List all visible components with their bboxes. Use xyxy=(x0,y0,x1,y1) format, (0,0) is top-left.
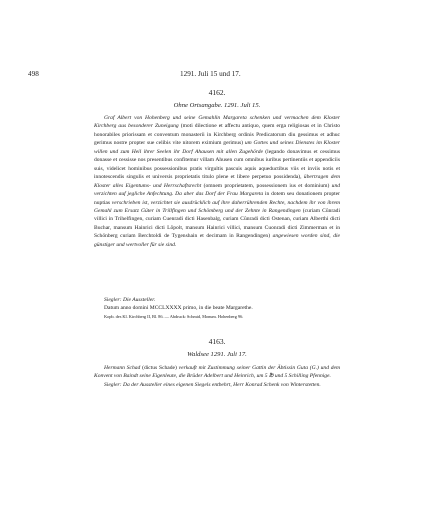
regest-text: Hermann Schad xyxy=(104,365,141,371)
regest-text: um Gottes und seines Dienstes im Kloster willen und zum Heil ihrer Seelen ihr Dorf Ahausen mit allen Zugehörde xyxy=(94,140,340,155)
running-header xyxy=(0,70,428,80)
latin-quote: in dotem seu donationem propter nuptias xyxy=(94,191,340,206)
regest-text: verkauft mit Zustimmung seiner Gattin der Äbtissin Guta (G.) und dem Konvent von Baindt seine Eigenleute, die Brüder Adelbert und Heinrich, um 5 ℔ und 5 Schilling Pfennige. xyxy=(94,365,340,380)
regest-text: verschrieben ist, verzichtet sie ausdrücklich auf ihre daherrührenden Rechte, nachdem ihr von ihrem Gemahl zum Ersatz Güter in Trillfingen und Schömberg und der Zehnte in Rangendingen xyxy=(94,199,340,214)
regest-paragraph xyxy=(94,364,340,381)
sealer-line: Siegler: Die Aussteller. xyxy=(104,297,156,303)
document-number: 4163. xyxy=(208,337,226,346)
document-footer-1 xyxy=(94,296,340,320)
dating-line: Datum anno domini MCCLXXXX primo, in die beate Margarethe. xyxy=(104,305,253,312)
source-note: Kopb. des Kl. Kirchberg II, Bl. 86. — Abdruck: Schmid, Monum. Hohenberg 96. xyxy=(104,313,244,319)
regest-text: Graf Albert von Hohenberg und seine Gemahlin Margareta schenken und vermachen dem Kloster Kirchberg aus besonderer Zuneigung xyxy=(94,115,340,130)
latin-quote: (curiam Cŭnradi villici in Trihelfingen, curiam Cuenradi dicti Hasenbalg, curiam Cŭnradi dicti Ostenan, curiam Alberthi dicti Buchar, mansum Hainrici dicti Lŏpolt, mansum Hainrici villici, mansum Cuonradi dicti Zimmerman et in Schönberg curiam Berchtoldi de Tygenshain et decimam in Rangendingen) xyxy=(94,207,340,240)
regest-paragraph xyxy=(94,114,340,249)
latin-quote: (legando donavimus et cessimus donasse et cessisse nos presentibus confitemur villam Ahusen cum omnibus iuribus pertinentiis et appendiciis suis, videlicet hominibus possessionibus pratis virgultis pascuis aquis aqueductibus viis et inviis notis et innotescendis singulis et universis proprietatis titulo plene et libere perpetuo possidenda), xyxy=(94,148,340,181)
latin-quote: (omnem proprietatem, possessionem ius et dominium) xyxy=(201,182,332,189)
document-place-date: Waldsee 1291. Juli 17. xyxy=(187,351,247,358)
regest-text: und verzichten auf jegliche Anfechtung. Da aber das Dorf der Frau Margareta xyxy=(94,182,340,198)
running-date: 1291. Juli 15 und 17. xyxy=(180,70,241,78)
sealer-line: Siegler: Da der Aussteller eines eigenen Siegels entbehrt, Herr Konrad Schenk von Winterstetten. xyxy=(104,381,321,388)
latin-quote: (moti dilectione et affectu antiquo, quem erga religiosas et in Christo honorabiles priorissam et conventum monasterii in Kirchberg ordinis Predicatorum diu gessimus et adhuc gerimus nostre propter sue celibis vite nitorem eximium gerimus) xyxy=(94,123,340,147)
document-regest xyxy=(94,364,340,389)
latin-quote: (dictus Schade) xyxy=(140,365,179,371)
regest-text: angewiesen worden sind, die günstiger und wertvoller für sie sind. xyxy=(94,233,340,248)
page-number: 498 xyxy=(28,70,39,78)
document-number: 4162. xyxy=(208,88,226,97)
regest-text: übertragen dem Kloster alles Eigentums- und Herrschaftsrecht xyxy=(94,174,340,189)
document-regest xyxy=(94,114,340,249)
document-place-date: Ohne Ortsangabe. 1291. Juli 15. xyxy=(173,102,261,109)
